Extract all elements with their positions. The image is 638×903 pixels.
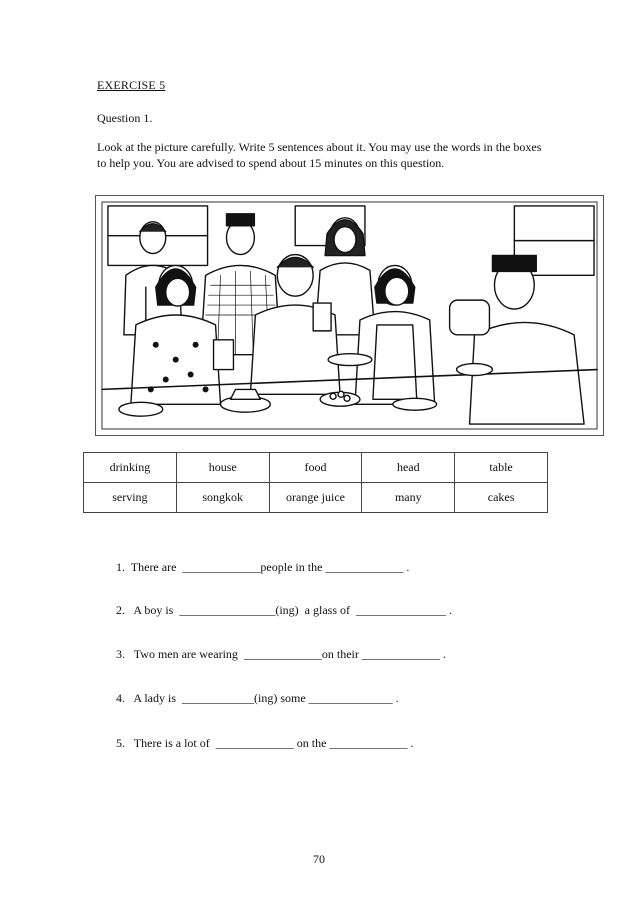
word-cell: food xyxy=(269,453,362,483)
sentence-3: 3. Two men are wearing _____________on their _____________ . xyxy=(116,647,446,661)
family-meal-illustration xyxy=(95,195,604,436)
word-cell: serving xyxy=(84,483,177,513)
word-cell: cakes xyxy=(455,483,548,513)
page-number: 70 xyxy=(313,852,325,866)
word-cell: many xyxy=(362,483,455,513)
word-box-table xyxy=(83,452,548,513)
word-cell: drinking xyxy=(84,453,177,483)
word-cell: orange juice xyxy=(269,483,362,513)
word-row xyxy=(84,483,548,513)
line-drawing xyxy=(96,196,603,435)
word-cell: table xyxy=(455,453,548,483)
exercise-heading: EXERCISE 5 xyxy=(97,78,166,92)
sentence-5: 5. There is a lot of _____________ on the _____________ . xyxy=(116,736,414,750)
word-cell: songkok xyxy=(176,483,269,513)
sentence-4: 4. A lady is ____________(ing) some ______________ . xyxy=(116,691,399,705)
sentence-2: 2. A boy is ________________(ing) a glass of _______________ . xyxy=(116,603,452,617)
question-label: Question 1. xyxy=(97,111,153,125)
word-cell: head xyxy=(362,453,455,483)
instructions-text: Look at the picture carefully. Write 5 sentences about it. You may use the words in the boxes to help you. You are advised to spend about 15 minutes on this question. xyxy=(97,140,542,170)
word-cell: house xyxy=(176,453,269,483)
sentence-1: 1. There are _____________people in the _____________ . xyxy=(116,560,410,574)
word-row xyxy=(84,453,548,483)
